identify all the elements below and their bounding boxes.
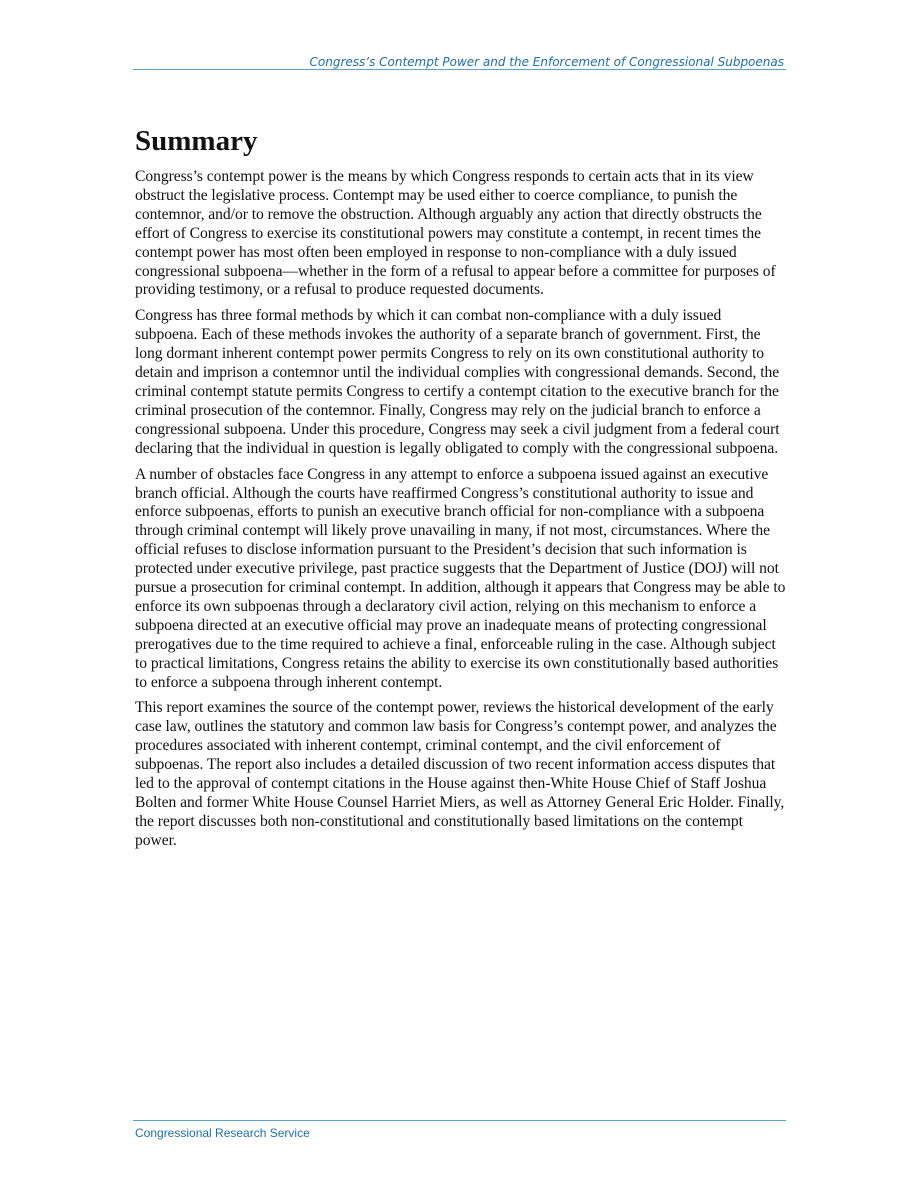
running-header (133, 53, 786, 70)
footer-organization: Congressional Research Service (135, 1126, 310, 1140)
running-footer (133, 1120, 786, 1142)
running-header-title: Congress’s Contempt Power and the Enforcement of Congressional Subpoenas (309, 55, 784, 69)
summary-paragraph-4: This report examines the source of the contempt power, reviews the historical development of the early case law, outlines the statutory and common law basis for Congress’s contempt power, and analyzes the procedures associated with inherent contempt, criminal contempt, and the civil enforcement of subpoenas. The report also includes a detailed discussion of two recent information access disputes that led to the approval of contempt citations in the House against then-White House Chief of Staff Joshua Bolten and former White House Counsel Harriet Miers, as well as Attorney General Eric Holder. Finally, the report discusses both non-constitutional and constitutionally based limitations on the contempt power. (135, 699, 785, 849)
summary-heading: Summary (135, 125, 258, 157)
summary-paragraph-2: Congress has three formal methods by which it can combat non-compliance with a duly issued subpoena. Each of these methods invokes the authority of a separate branch of government. First, the long dormant inherent contempt power permits Congress to rely on its own constitutional authority to detain and imprison a contemnor until the individual complies with congressional demands. Second, the criminal contempt statute permits Congress to certify a contempt citation to the executive branch for the criminal prosecution of the contemnor. Finally, Congress may rely on the judicial branch to enforce a congressional subpoena. Under this procedure, Congress may seek a civil judgment from a federal court declaring that the individual in question is legally obligated to comply with the congressional subpoena. (135, 307, 780, 457)
summary-paragraph-1: Congress’s contempt power is the means by which Congress responds to certain acts that in its view obstruct the legislative process. Contempt may be used either to coerce compliance, to punish the contemnor, and/or to remove the obstruction. Although arguably any action that directly obstructs the effort of Congress to exercise its constitutional powers may constitute a contempt, in recent times the contempt power has most often been employed in response to non-compliance with a duly issued congressional subpoena—whether in the form of a refusal to appear before a committee for purposes of providing testimony, or a refusal to produce requested documents. (135, 168, 776, 299)
summary-paragraph-3: A number of obstacles face Congress in any attempt to enforce a subpoena issued against an executive branch official. Although the courts have reaffirmed Congress’s constitutional authority to issue and enforce subpoenas, efforts to punish an executive branch official for non-compliance with a subpoena through criminal contempt will likely prove unavailing in many, if not most, circumstances. Where the official refuses to disclose information pursuant to the President’s decision that such information is protected under executive privilege, past practice suggests that the Department of Justice (DOJ) will not pursue a prosecution for criminal contempt. In addition, although it appears that Congress may be able to enforce its own subpoenas through a declaratory civil action, relying on this mechanism to enforce a subpoena directed at an executive official may prove an inadequate means of protecting congressional prerogatives due to the time required to achieve a final, enforceable ruling in the case. Although subject to practical limitations, Congress retains the ability to exercise its own constitutionally based authorities to enforce a subpoena through inherent contempt. (135, 465, 786, 691)
page-content (135, 122, 786, 858)
